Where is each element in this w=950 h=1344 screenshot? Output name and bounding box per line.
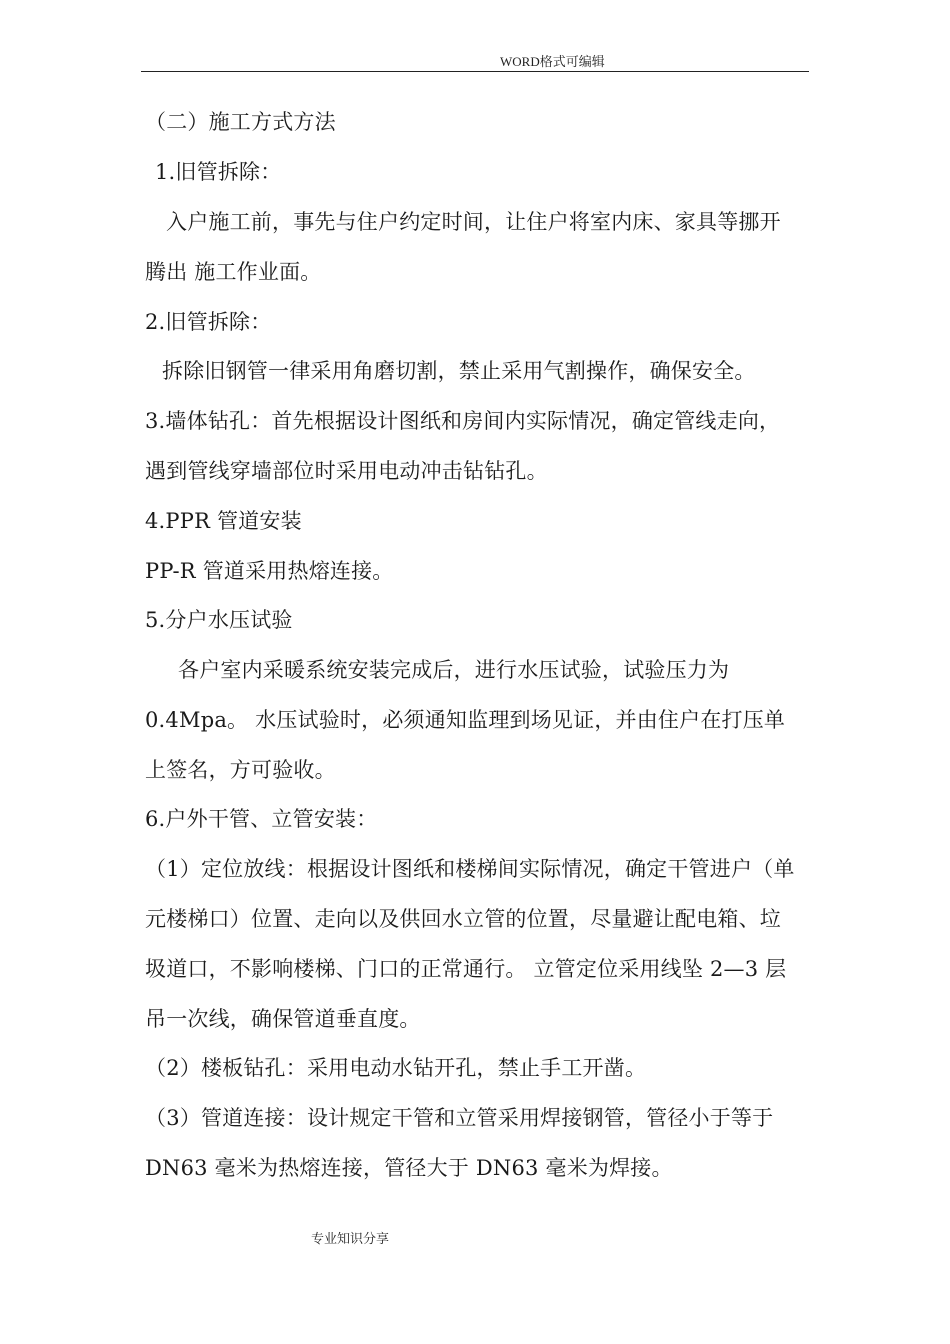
paragraph-line: 各户室内采暖系统安装完成后，进行水压试验，试验压力为 [178,658,730,682]
page-footer: 专业知识分享 [311,1232,390,1247]
section-heading: （二）施工方式方法 [145,110,336,134]
paragraph-line: 遇到管线穿墙部位时采用电动冲击钻钻孔。 [145,459,548,483]
paragraph-line: 入户施工前，事先与住户约定时间，让住户将室内床、家具等挪开 [166,210,781,234]
item-heading-5: 5.分户水压试验 [145,608,293,632]
paragraph-line: PP-R 管道采用热熔连接。 [145,559,394,583]
header-text: WORD格式可编辑 [500,54,605,69]
paragraph-line: 元楼梯口）位置、走向以及供回水立管的位置，尽量避让配电箱、垃 [145,907,781,931]
item-heading-6: 6.户外干管、立管安装： [145,807,378,831]
paragraph-line: （3）管道连接：设计规定干管和立管采用焊接钢管，管径小于等于 [145,1106,774,1130]
paragraph-line: 拆除旧钢管一律采用角磨切割，禁止采用气割操作，确保安全。 [162,359,756,383]
header-divider [141,71,809,72]
paragraph-line: 吊一次线，确保管道垂直度。 [145,1007,421,1031]
paragraph-line: DN63 毫米为热熔连接，管径大于 DN63 毫米为焊接。 [145,1156,673,1180]
paragraph-line: 圾道口，不影响楼梯、门口的正常通行。 立管定位采用线坠 2—3 层 [145,957,787,981]
paragraph-line: 0.4Mpa。 水压试验时，必须通知监理到场见证，并由住户在打压单 [145,708,786,732]
item-heading-4: 4.PPR 管道安装 [145,509,302,533]
paragraph-line: （2）楼板钻孔：采用电动水钻开孔，禁止手工开凿。 [145,1056,647,1080]
item-heading-1: 1.旧管拆除： [155,160,282,184]
paragraph-line: （1）定位放线：根据设计图纸和楼梯间实际情况，确定干管进户（单 [145,857,795,881]
paragraph-line: 上签名，方可验收。 [145,758,336,782]
item-heading-3: 3.墙体钻孔：首先根据设计图纸和房间内实际情况，确定管线走向， [145,409,781,433]
item-heading-2: 2.旧管拆除： [145,310,272,334]
paragraph-line: 腾出 施工作业面。 [145,260,322,284]
